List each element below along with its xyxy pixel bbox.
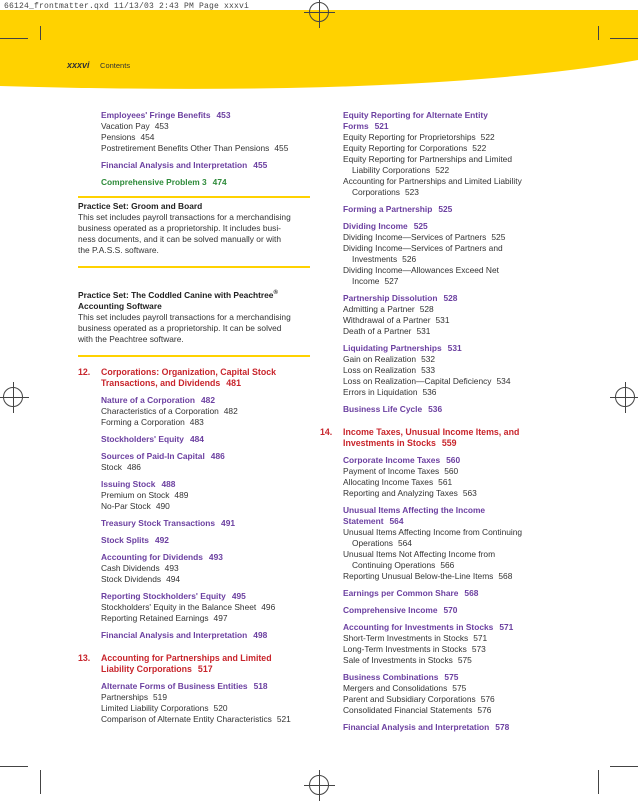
registration-mark <box>3 387 23 407</box>
toc-right-column <box>320 110 558 733</box>
registration-mark <box>309 775 329 795</box>
toc-item[interactable]: Loss on Realization—Capital Deficiency 534 <box>343 376 511 386</box>
chapter-heading[interactable]: 13. Accounting for Partnerships and Limited Liability Corporations 517 <box>78 652 272 674</box>
toc-item[interactable]: Allocating Income Taxes 561 <box>343 477 453 487</box>
comprehensive-problem[interactable]: Comprehensive Problem 3 474 <box>101 177 227 187</box>
toc-item[interactable]: Sale of Investments in Stocks 575 <box>343 655 472 665</box>
practice-set-title[interactable]: Accounting Software <box>78 300 162 311</box>
practice-set-desc: ness documents, and it can be solved manually or with <box>78 234 281 244</box>
slug-line: 66124_frontmatter.qxd 11/13/03 2:43 PM Page xxxvi <box>4 2 250 11</box>
toc-item[interactable]: Partnerships 519 <box>101 691 167 702</box>
toc-item[interactable]: Equity Reporting for Corporations 522 <box>343 143 487 153</box>
toc-item[interactable]: Vacation Pay 453 <box>101 121 169 131</box>
toc-item[interactable]: Accounting for Partnerships and Limited Liability Corporations 523 <box>343 176 522 197</box>
section-heading[interactable]: Business Combinations 575 <box>343 672 459 682</box>
registration-mark <box>615 387 635 407</box>
toc-item[interactable]: Dividing Income—Allowances Exceed Net Income 527 <box>343 265 499 286</box>
toc-item[interactable]: Equity Reporting for Partnerships and Limited Liability Corporations 522 <box>343 154 512 175</box>
crop-mark <box>0 766 28 767</box>
toc-item[interactable]: Parent and Subsidiary Corporations 576 <box>343 694 495 704</box>
practice-set <box>78 201 310 256</box>
chapter-heading[interactable]: 14. Income Taxes, Unusual Income Items, and Investments in Stocks 559 <box>320 427 520 448</box>
divider-rule <box>78 266 310 268</box>
section-heading[interactable]: Financial Analysis and Interpretation 455 <box>101 160 268 170</box>
section-heading[interactable]: Unusual Items Affecting the Income Statement 564 <box>343 505 486 526</box>
toc-left-column <box>78 110 310 725</box>
toc-item[interactable]: Cash Dividends 493 <box>101 562 179 573</box>
toc-item[interactable]: Unusual Items Affecting Income from Continuing Operations 564 <box>343 527 523 548</box>
section-heading[interactable]: Dividing Income 525 <box>343 221 428 231</box>
toc-item[interactable]: Loss on Realization 533 <box>343 365 436 375</box>
toc-section <box>78 110 310 188</box>
toc-section <box>320 455 558 733</box>
section-heading[interactable]: Forming a Partnership 525 <box>343 204 453 214</box>
section-heading[interactable]: Sources of Paid-In Capital 486 <box>101 450 225 461</box>
toc-item[interactable]: Long-Term Investments in Stocks 573 <box>343 644 486 654</box>
toc-section <box>320 110 558 415</box>
section-heading[interactable]: Nature of a Corporation 482 <box>101 394 215 405</box>
section-heading[interactable]: Stock Splits 492 <box>101 534 169 545</box>
practice-set-desc: the P.A.S.S. software. <box>78 245 159 255</box>
divider-rule <box>78 196 310 198</box>
toc-item[interactable]: Mergers and Consolidations 575 <box>343 683 467 693</box>
toc-item[interactable]: No-Par Stock 490 <box>101 500 170 511</box>
toc-item[interactable]: Withdrawal of a Partner 531 <box>343 315 450 325</box>
crop-mark <box>610 766 638 767</box>
toc-item[interactable]: Equity Reporting for Proprietorships 522 <box>343 132 495 142</box>
toc-item[interactable]: Stock 486 <box>101 461 141 472</box>
section-heading[interactable]: Accounting for Investments in Stocks 571 <box>343 622 514 632</box>
practice-set-desc: business operated as a proprietorship. It includes busi- <box>78 223 281 233</box>
section-heading[interactable]: Comprehensive Income 570 <box>343 605 458 615</box>
section-heading[interactable]: Reporting Stockholders' Equity 495 <box>101 590 246 601</box>
section-heading[interactable]: Corporate Income Taxes 560 <box>343 455 461 465</box>
toc-item[interactable]: Reporting Unusual Below-the-Line Items 568 <box>343 571 513 581</box>
page-number: xxxvi <box>67 60 90 70</box>
practice-set-desc: This set includes payroll transactions for a merchandising <box>78 212 291 222</box>
toc-item[interactable]: Reporting and Analyzing Taxes 563 <box>343 488 477 498</box>
registration-mark <box>309 2 329 22</box>
toc-item[interactable]: Reporting Retained Earnings 497 <box>101 612 228 623</box>
toc-item[interactable]: Forming a Corporation 483 <box>101 416 204 427</box>
chapter-heading[interactable]: 12. Corporations: Organization, Capital Stock Transactions, and Dividends 481 <box>78 366 276 388</box>
section-heading[interactable]: Accounting for Dividends 493 <box>101 551 223 562</box>
practice-set-desc: This set includes payroll transactions for a merchandising <box>78 311 291 322</box>
practice-set <box>78 288 310 345</box>
toc-item[interactable]: Characteristics of a Corporation 482 <box>101 405 238 416</box>
toc-item[interactable]: Pensions 454 <box>101 132 155 142</box>
toc-item[interactable]: Short-Term Investments in Stocks 571 <box>343 633 488 643</box>
toc-item[interactable]: Consolidated Financial Statements 576 <box>343 705 492 715</box>
section-heading[interactable]: Issuing Stock 488 <box>101 478 176 489</box>
section-heading[interactable]: Financial Analysis and Interpretation 498 <box>101 629 268 640</box>
divider-rule <box>78 355 310 357</box>
section-heading[interactable]: Partnership Dissolution 528 <box>343 293 458 303</box>
toc-item[interactable]: Limited Liability Corporations 520 <box>101 702 228 713</box>
crop-mark <box>0 38 28 39</box>
toc-item[interactable]: Dividing Income—Services of Partners and Investments 526 <box>343 243 503 264</box>
practice-set-title[interactable]: Practice Set: The Coddled Canine with Peachtree® <box>78 289 278 300</box>
toc-item[interactable]: Comparison of Alternate Entity Characteristics 521 <box>101 713 291 724</box>
section-heading[interactable]: Stockholders' Equity 484 <box>101 433 204 444</box>
running-header <box>67 60 130 70</box>
crop-mark <box>40 26 41 40</box>
toc-section <box>78 395 310 641</box>
running-title: Contents <box>100 61 131 70</box>
section-heading[interactable]: Business Life Cycle 536 <box>343 404 443 414</box>
crop-mark <box>40 770 41 794</box>
toc-item[interactable]: Payment of Income Taxes 560 <box>343 466 459 476</box>
section-heading[interactable]: Employees' Fringe Benefits 453 <box>101 110 231 120</box>
toc-item[interactable]: Admitting a Partner 528 <box>343 304 434 314</box>
toc-item[interactable]: Gain on Realization 532 <box>343 354 436 364</box>
section-heading[interactable]: Equity Reporting for Alternate Entity Forms 521 <box>343 110 488 131</box>
section-heading[interactable]: Alternate Forms of Business Entities 518 <box>101 680 268 691</box>
toc-item[interactable]: Death of a Partner 531 <box>343 326 431 336</box>
toc-item[interactable]: Unusual Items Not Affecting Income from Continuing Operations 566 <box>343 549 496 570</box>
practice-set-title[interactable]: Practice Set: Groom and Board <box>78 201 203 211</box>
section-heading[interactable]: Liquidating Partnerships 531 <box>343 343 462 353</box>
toc-section <box>78 681 310 725</box>
toc-item[interactable]: Postretirement Benefits Other Than Pensions 455 <box>101 143 289 153</box>
toc-item[interactable]: Stockholders' Equity in the Balance Sheet 496 <box>101 601 276 612</box>
section-heading[interactable]: Financial Analysis and Interpretation 578 <box>343 722 510 732</box>
toc-item[interactable]: Stock Dividends 494 <box>101 573 181 584</box>
toc-item[interactable]: Dividing Income—Services of Partners 525 <box>343 232 506 242</box>
section-heading[interactable]: Treasury Stock Transactions 491 <box>101 517 236 528</box>
practice-set-desc: with the Peachtree software. <box>78 333 184 344</box>
practice-set-desc: business operated as a proprietorship. It can be solved <box>78 322 282 333</box>
crop-mark <box>598 770 599 794</box>
toc-item[interactable]: Premium on Stock 489 <box>101 489 189 500</box>
toc-item[interactable]: Errors in Liquidation 536 <box>343 387 437 397</box>
crop-mark <box>598 26 599 40</box>
section-heading[interactable]: Earnings per Common Share 568 <box>343 588 479 598</box>
crop-mark <box>610 38 638 39</box>
